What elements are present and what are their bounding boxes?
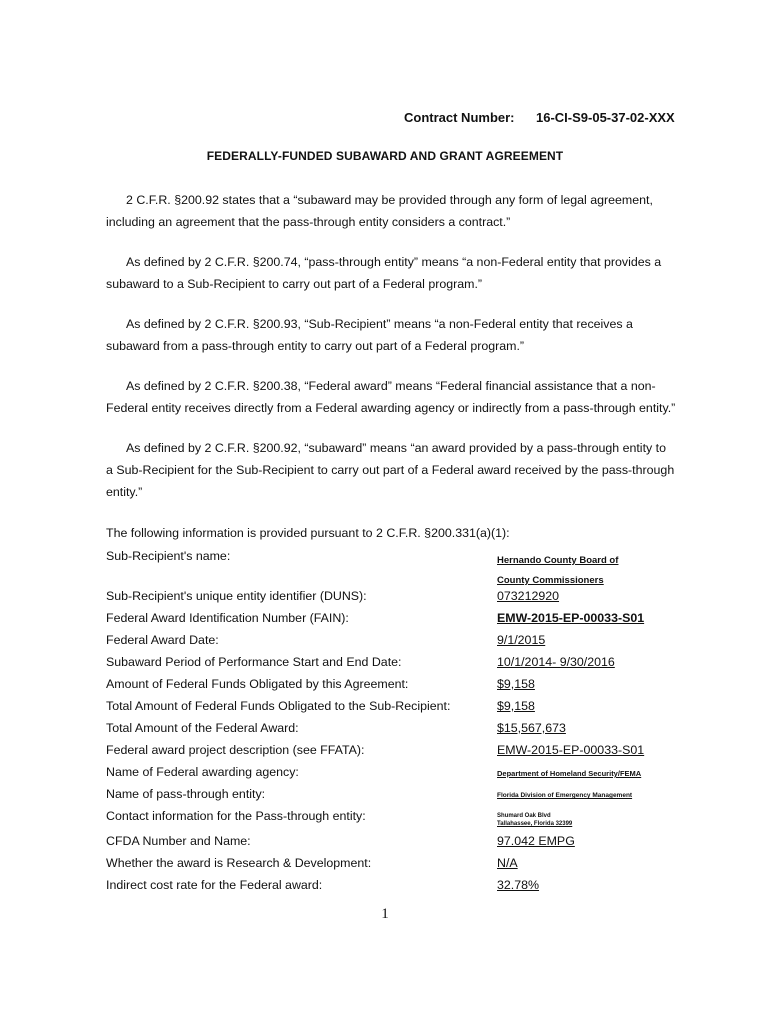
contract-number-value: 16-CI-S9-05-37-02-XXX	[536, 110, 675, 125]
paragraph-subaward-form: 2 C.F.R. §200.92 states that a “subaward may be provided through any form of legal agreement, including an agreement that the pass-through entity considers a contract.”	[106, 193, 653, 229]
field-label: Amount of Federal Funds Obligated by this Agreement:	[106, 677, 409, 691]
field-row-award-date	[106, 633, 706, 653]
paragraph-federal-award: As defined by 2 C.F.R. §200.38, “Federal award” means “Federal financial assistance that a non-Federal entity receives directly from a Federal awarding agency or indirectly from a pass-through entity.”	[106, 379, 676, 415]
field-value-indirect-rate: 32.78%	[497, 878, 540, 892]
field-label: Total Amount of the Federal Award:	[106, 721, 299, 735]
field-label: Contact information for the Pass-through entity:	[106, 809, 366, 823]
field-row-cfda	[106, 834, 706, 854]
field-row-indirect-rate	[106, 878, 706, 898]
field-row-pass-through-name	[106, 787, 706, 807]
field-value-awarding-agency: Department of Homeland Security/FEMA	[497, 769, 642, 778]
field-label: Federal Award Identification Number (FAIN):	[106, 611, 349, 625]
field-row-fain	[106, 611, 706, 631]
paragraph-sub-recipient: As defined by 2 C.F.R. §200.93, “Sub-Recipient” means “a non-Federal entity that receives a subaward from a pass-through entity to carry out part of a Federal program.”	[106, 317, 633, 353]
paragraph-pass-through-entity: As defined by 2 C.F.R. §200.74, “pass-through entity” means “a non-Federal entity that provides a subaward to a Sub-Recipient to carry out part of a Federal program.”	[106, 255, 662, 291]
field-value-award-total: $15,567,673	[497, 721, 566, 735]
field-row-project-description	[106, 743, 706, 763]
field-value-pass-through-name: Florida Division of Emergency Management	[497, 792, 633, 799]
field-label: Sub-Recipient's unique entity identifier (DUNS):	[106, 589, 367, 603]
field-value-line: Tallahassee, Florida 32399	[497, 821, 573, 827]
field-value-cfda: 97.042 EMPG	[497, 834, 575, 848]
field-label: CFDA Number and Name:	[106, 834, 251, 848]
field-row-pass-through-contact	[106, 809, 706, 835]
contract-number-label: Contract Number:	[404, 110, 515, 125]
field-value-project-description: EMW-2015-EP-00033-S01	[497, 743, 645, 757]
paragraph-subaward-definition: As defined by 2 C.F.R. §200.92, “subaward” means “an award provided by a pass-through entity to a Sub-Recipient for the Sub-Recipient to carry out part of a Federal award received by the pass-through entity.”	[106, 441, 675, 499]
field-value-line: Shumard Oak Blvd	[497, 813, 551, 819]
field-value-research: N/A	[497, 856, 518, 870]
field-value-line: Hernando County Board of	[497, 555, 619, 566]
field-row-period	[106, 655, 706, 675]
page-number: 1	[381, 906, 389, 922]
field-label: Sub-Recipient's name:	[106, 549, 231, 563]
field-label: Whether the award is Research & Development:	[106, 856, 372, 870]
contract-number-line	[404, 110, 675, 125]
field-row-sub-recipient-name	[106, 549, 706, 589]
field-label: Total Amount of Federal Funds Obligated to the Sub-Recipient:	[106, 699, 451, 713]
field-row-obligated-total	[106, 699, 706, 719]
field-row-duns	[106, 589, 706, 609]
pursuant-statement: The following information is provided pursuant to 2 C.F.R. §200.331(a)(1):	[106, 526, 510, 540]
field-row-award-total	[106, 721, 706, 741]
field-label: Name of Federal awarding agency:	[106, 765, 299, 779]
field-row-research	[106, 856, 706, 876]
field-value-award-date: 9/1/2015	[497, 633, 546, 647]
field-value-pass-through-contact	[497, 812, 572, 828]
field-value-line: County Commissioners	[497, 575, 604, 586]
field-label: Federal Award Date:	[106, 633, 219, 647]
field-label: Name of pass-through entity:	[106, 787, 266, 801]
field-value-period: 10/1/2014- 9/30/2016	[497, 655, 615, 669]
field-row-awarding-agency	[106, 765, 706, 785]
field-label: Federal award project description (see FFATA):	[106, 743, 365, 757]
document-title: FEDERALLY-FUNDED SUBAWARD AND GRANT AGREEMENT	[206, 149, 564, 163]
field-value-fain: EMW-2015-EP-00033-S01	[497, 611, 645, 625]
field-label: Subaward Period of Performance Start and End Date:	[106, 655, 402, 669]
field-row-obligated-agreement	[106, 677, 706, 697]
field-value-duns: 073212920	[497, 589, 560, 603]
field-value-obligated-agreement: $9,158	[497, 677, 535, 691]
field-label: Indirect cost rate for the Federal award:	[106, 878, 323, 892]
field-value-sub-recipient-name	[497, 551, 618, 591]
field-value-obligated-total: $9,158	[497, 699, 535, 713]
